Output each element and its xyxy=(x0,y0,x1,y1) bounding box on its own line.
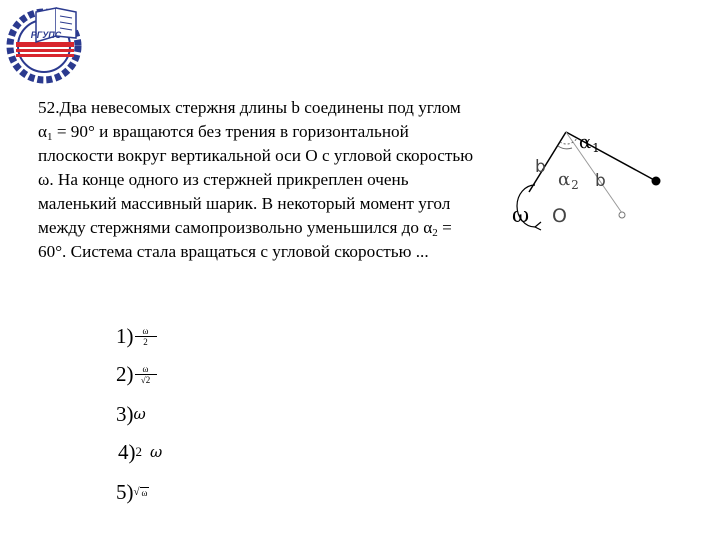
formula-denominator: √2 xyxy=(140,374,151,385)
answer-option-4[interactable] xyxy=(118,440,162,464)
problem-text-part2: = 90° и вращаются без трения в горизонтальной плоскости вокруг вертикальной оси О с угловой скоростью ω. На конце одного из стержней прикреплен очень маленький массивный шарик. В некоторый момент угол между стержнями самопроизвольно уменьшился до α xyxy=(38,122,474,237)
answer-label: 1) xyxy=(116,324,134,348)
formula-denominator: 2 xyxy=(143,336,148,347)
answer-option-3[interactable] xyxy=(116,402,146,426)
radical-sign: √ xyxy=(133,486,140,498)
rod-label-left: b xyxy=(535,157,546,177)
alpha2-subscript: 2 xyxy=(432,227,438,239)
problem-text-part1: 52.Два невесомых стержня длины b соединены под углом α xyxy=(38,98,461,141)
answer-formula xyxy=(134,480,150,504)
answer-option-2[interactable] xyxy=(116,362,157,386)
rod-label-right: b xyxy=(595,171,606,191)
omega-label: ω xyxy=(512,203,530,227)
answer-label: 2) xyxy=(116,362,134,386)
answer-label: 5) xyxy=(116,480,134,504)
answer-formula xyxy=(135,364,157,385)
answer-label: 3) xyxy=(116,402,134,426)
axis-label: O xyxy=(552,205,567,227)
answer-coefficient: 2 xyxy=(135,444,142,459)
ball-new-position xyxy=(619,212,625,218)
answer-formula: ω xyxy=(133,405,146,423)
rotation-arrow-head xyxy=(535,222,541,230)
rods-diagram xyxy=(508,128,664,240)
answer-formula xyxy=(135,326,157,347)
problem-text-part3: = 60°. Система стала вращаться с угловой скоростью ... xyxy=(38,218,452,261)
alpha2-label: $\alpha_2$ xyxy=(558,169,579,192)
university-logo xyxy=(2,2,88,88)
radicand: ω xyxy=(141,487,148,498)
answer-options xyxy=(110,322,310,512)
formula-numerator: ω xyxy=(142,363,149,374)
ball xyxy=(652,177,661,186)
formula-numerator: ω xyxy=(142,325,149,336)
answer-option-5[interactable] xyxy=(116,480,149,504)
angle-arc-alpha2 xyxy=(558,146,572,149)
problem-text xyxy=(38,96,478,264)
answer-formula: ω xyxy=(150,443,163,461)
answer-label: 4) xyxy=(118,440,136,464)
answer-option-1[interactable] xyxy=(116,324,157,348)
logo-text: РГУПС xyxy=(30,30,62,40)
alpha1-subscript: 1 xyxy=(47,131,53,143)
alpha1-label: $\alpha_1$ xyxy=(579,132,600,155)
